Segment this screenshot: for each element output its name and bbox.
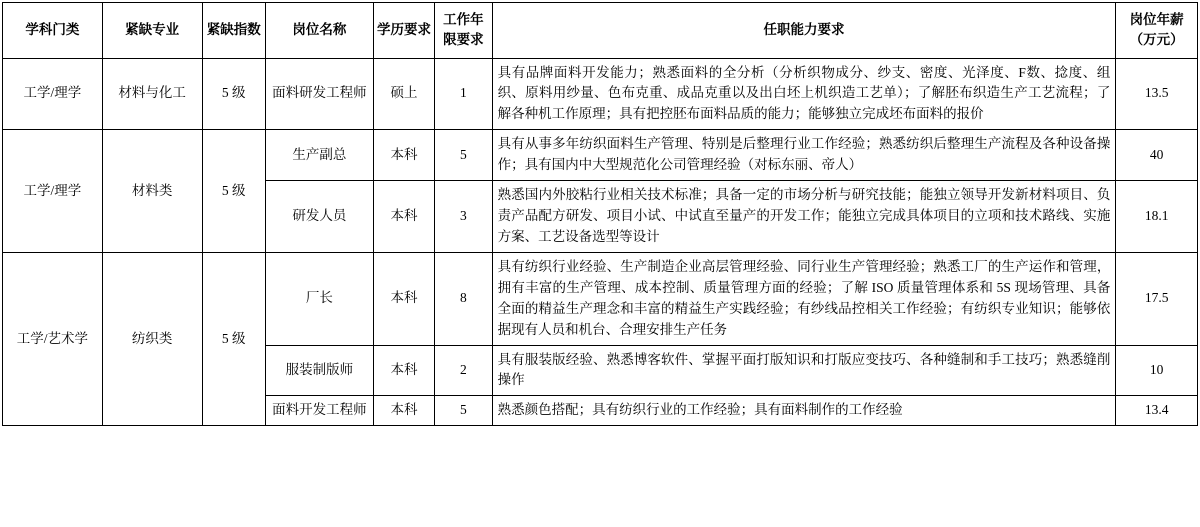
cell-post: 服装制版师 xyxy=(265,345,373,396)
column-header-years: 工作年限要求 xyxy=(435,3,492,59)
cell-years: 2 xyxy=(435,345,492,396)
column-header-salary: 岗位年薪（万元） xyxy=(1116,3,1198,59)
cell-post: 厂长 xyxy=(265,252,373,345)
cell-salary: 17.5 xyxy=(1116,252,1198,345)
cell-education: 本科 xyxy=(373,396,434,426)
cell-requirement: 熟悉颜色搭配；具有纺织行业的工作经验；具有面料制作的工作经验 xyxy=(492,396,1116,426)
cell-post: 研发人员 xyxy=(265,181,373,253)
column-header-requirement: 任职能力要求 xyxy=(492,3,1116,59)
cell-years: 5 xyxy=(435,396,492,426)
cell-index: 5 级 xyxy=(202,58,265,130)
column-header-discipline: 学科门类 xyxy=(3,3,103,59)
cell-post: 面料开发工程师 xyxy=(265,396,373,426)
cell-index: 5 级 xyxy=(202,252,265,425)
cell-index: 5 级 xyxy=(202,130,265,253)
cell-requirement: 具有从事多年纺织面料生产管理、特别是后整理行业工作经验；熟悉纺织后整理生产流程及各种设备操作；具有国内中大型规范化公司管理经验（对标东丽、帝人） xyxy=(492,130,1116,181)
cell-salary: 13.4 xyxy=(1116,396,1198,426)
cell-salary: 13.5 xyxy=(1116,58,1198,130)
header-row xyxy=(3,3,1198,59)
cell-requirement: 具有品牌面料开发能力；熟悉面料的全分析（分析织物成分、纱支、密度、光泽度、F数、捻度、组织、原料用纱量、色布克重、成品克重以及出白坯上机织造工艺单）；了解胚布织造生产工艺流程；了解各种机工作原理；具有把控胚布面料品质的能力；能够独立完成坯布面料的报价 xyxy=(492,58,1116,130)
column-header-index: 紧缺指数 xyxy=(202,3,265,59)
cell-years: 5 xyxy=(435,130,492,181)
table-body xyxy=(3,58,1198,426)
cell-years: 1 xyxy=(435,58,492,130)
column-header-education: 学历要求 xyxy=(373,3,434,59)
cell-requirement: 具有服装版经验、熟悉博客软件、掌握平面打版知识和打版应变技巧、各种缝制和手工技巧；熟悉缝削操作 xyxy=(492,345,1116,396)
cell-salary: 40 xyxy=(1116,130,1198,181)
cell-discipline: 工学/理学 xyxy=(3,130,103,253)
cell-requirement: 具有纺织行业经验、生产制造企业高层管理经验、同行业生产管理经验；熟悉工厂的生产运作和管理，拥有丰富的生产管理、成本控制、质量管理方面的经验；了解 ISO 质量管理体系和 5S 现场管理、具备全面的精益生产理念和丰富的精益生产实践经验；有纱线品控相关工作经验；有纺织专业知识；能够依据现有人员和机台、合理安排生产任务 xyxy=(492,252,1116,345)
table-header xyxy=(3,3,1198,59)
cell-discipline: 工学/理学 xyxy=(3,58,103,130)
table-row xyxy=(3,130,1198,181)
column-header-major: 紧缺专业 xyxy=(102,3,202,59)
cell-education: 本科 xyxy=(373,181,434,253)
cell-requirement: 熟悉国内外胶粘行业相关技术标准；具备一定的市场分析与研究技能；能独立领导开发新材料项目、负责产品配方研发、项目小试、中试直至量产的开发工作；能独立完成具体项目的立项和技术路线、实施方案、工艺设备选型等设计 xyxy=(492,181,1116,253)
cell-years: 8 xyxy=(435,252,492,345)
job-requirements-table xyxy=(2,2,1198,426)
cell-salary: 18.1 xyxy=(1116,181,1198,253)
cell-education: 本科 xyxy=(373,130,434,181)
cell-major: 纺织类 xyxy=(102,252,202,425)
cell-major: 材料类 xyxy=(102,130,202,253)
cell-years: 3 xyxy=(435,181,492,253)
cell-education: 硕上 xyxy=(373,58,434,130)
cell-discipline: 工学/艺术学 xyxy=(3,252,103,425)
table-row xyxy=(3,58,1198,130)
document-sheet xyxy=(0,2,1200,426)
table-row xyxy=(3,252,1198,345)
cell-post: 面料研发工程师 xyxy=(265,58,373,130)
cell-salary: 10 xyxy=(1116,345,1198,396)
column-header-post: 岗位名称 xyxy=(265,3,373,59)
cell-major: 材料与化工 xyxy=(102,58,202,130)
cell-education: 本科 xyxy=(373,252,434,345)
cell-education: 本科 xyxy=(373,345,434,396)
cell-post: 生产副总 xyxy=(265,130,373,181)
